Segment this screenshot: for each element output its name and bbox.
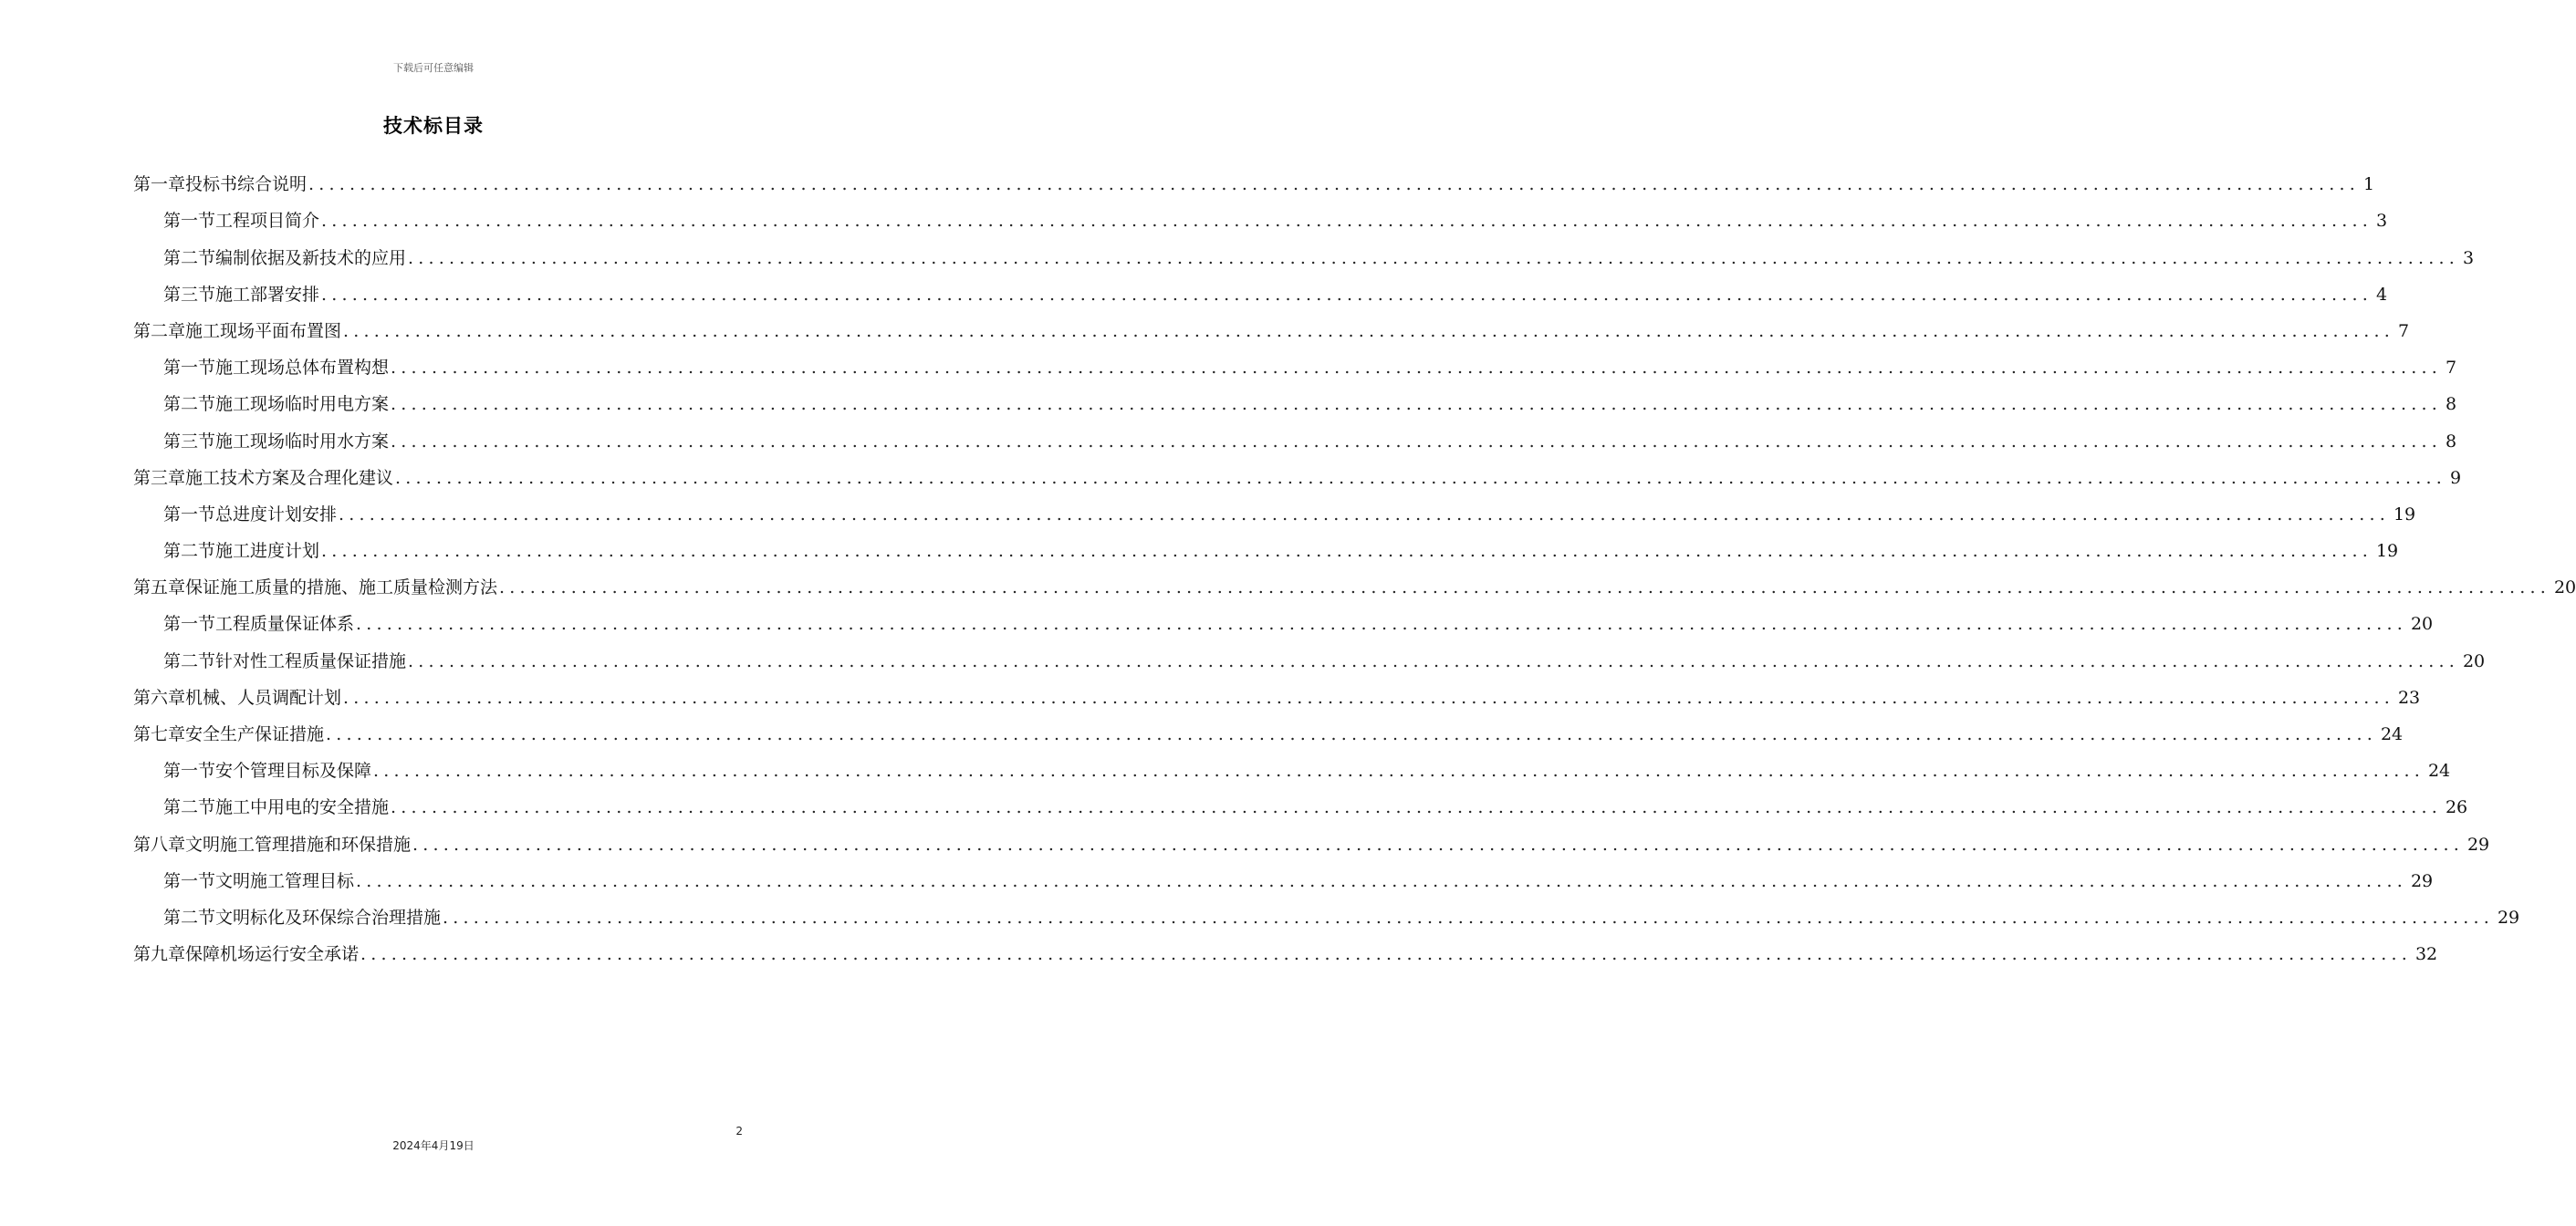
toc-dot-leader: ........................................................................................................................................................................................................ xyxy=(443,907,2494,928)
header-note: 下载后可任意编辑 xyxy=(393,62,474,74)
toc-entry-number: 第三章 xyxy=(133,467,186,488)
toc-entry-page: 20 xyxy=(2410,614,2434,635)
toc-entry-page: 19 xyxy=(2375,541,2399,562)
toc-entry-title: 投标书综合说明 xyxy=(185,174,308,195)
toc-dot-leader: ........................................................................................................................................................................................................ xyxy=(321,211,2373,232)
toc-entry-page: 29 xyxy=(2466,834,2490,855)
toc-entry[interactable] xyxy=(133,936,2438,972)
toc-entry-title: 针对性工程质量保证措施 xyxy=(215,650,407,671)
toc-entry-page: 23 xyxy=(2397,687,2421,708)
footer-date: 2024年4月19日 xyxy=(392,1139,475,1152)
toc-dot-leader: ........................................................................................................................................................................................................ xyxy=(356,614,2407,635)
toc-entry[interactable] xyxy=(133,863,2434,899)
toc-entry[interactable] xyxy=(133,716,2404,753)
toc-entry-title: 施工现场临时用水方案 xyxy=(215,431,390,452)
toc-dot-leader: ........................................................................................................................................................................................................ xyxy=(395,467,2446,488)
toc-entry[interactable] xyxy=(133,899,2520,936)
toc-dot-leader: ........................................................................................................................................................................................................ xyxy=(408,247,2459,268)
toc-entry[interactable] xyxy=(133,239,2475,275)
toc-entry-number: 第二节 xyxy=(163,541,216,562)
toc-entry[interactable] xyxy=(133,276,2388,313)
toc-dot-leader: ........................................................................................................................................................................................................ xyxy=(326,724,2377,744)
toc-entry-number: 第二章 xyxy=(133,320,186,341)
toc-dot-leader: ........................................................................................................................................................................................................ xyxy=(339,504,2390,525)
toc-entry-title: 保证施工质量的措施、施工质量检测方法 xyxy=(185,577,498,598)
toc-dot-leader: ........................................................................................................................................................................................................ xyxy=(412,834,2464,855)
toc-entry-title: 施工进度计划 xyxy=(215,541,320,562)
toc-dot-leader: ........................................................................................................................................................................................................ xyxy=(408,650,2459,671)
toc-entry[interactable] xyxy=(133,826,2490,862)
toc-entry-title: 保障机场运行安全承诺 xyxy=(185,944,360,965)
toc-entry-number: 第一章 xyxy=(133,174,186,195)
toc-dot-leader: ........................................................................................................................................................................................................ xyxy=(373,761,2425,782)
toc-entry-page: 4 xyxy=(2375,284,2388,305)
toc-entry-number: 第三节 xyxy=(163,431,216,452)
toc-entry-title: 工程质量保证体系 xyxy=(215,614,355,635)
toc-entry[interactable] xyxy=(133,203,2388,239)
toc-entry-title: 文明施工管理措施和环保措施 xyxy=(185,834,412,855)
toc-entry-number: 第九章 xyxy=(133,944,186,965)
page-number: 2 xyxy=(735,1125,743,1138)
toc-entry-page: 20 xyxy=(2462,650,2486,671)
toc-entry[interactable] xyxy=(133,533,2399,569)
toc-entry-number: 第二节 xyxy=(163,394,216,415)
toc-entry-title: 编制依据及新技术的应用 xyxy=(215,247,407,268)
toc-entry-title: 施工现场平面布置图 xyxy=(185,320,342,341)
toc-entry-page: 1 xyxy=(2362,174,2375,195)
toc-entry-title: 施工部署安排 xyxy=(215,284,320,305)
toc-dot-leader: ........................................................................................................................................................................................................ xyxy=(499,577,2550,598)
toc-entry-number: 第二节 xyxy=(163,247,216,268)
toc-entry-number: 第一节 xyxy=(163,504,216,525)
toc-entry[interactable] xyxy=(133,680,2421,716)
toc-entry-page: 9 xyxy=(2449,467,2462,488)
toc-entry[interactable] xyxy=(133,422,2457,459)
toc-entry-page: 26 xyxy=(2445,797,2468,818)
toc-entry[interactable] xyxy=(133,313,2410,349)
toc-entry-title: 施工现场临时用电方案 xyxy=(215,394,390,415)
toc-dot-leader: ........................................................................................................................................................................................................ xyxy=(391,431,2442,452)
toc-entry-page: 20 xyxy=(2553,577,2576,598)
toc-entry-page: 7 xyxy=(2445,358,2457,379)
toc-entry-page: 29 xyxy=(2497,907,2520,928)
toc-entry-number: 第一节 xyxy=(163,614,216,635)
toc-entry-title: 安个管理目标及保障 xyxy=(215,761,372,782)
toc-entry-page: 3 xyxy=(2462,247,2475,268)
toc-entry-page: 19 xyxy=(2393,504,2416,525)
toc-dot-leader: ........................................................................................................................................................................................................ xyxy=(308,174,2360,195)
toc-entry-number: 第二节 xyxy=(163,650,216,671)
toc-entry-title: 机械、人员调配计划 xyxy=(185,687,342,708)
toc-entry-page: 24 xyxy=(2427,761,2451,782)
toc-entry-number: 第一节 xyxy=(163,211,216,232)
toc-dot-leader: ........................................................................................................................................................................................................ xyxy=(391,394,2442,415)
toc-dot-leader: ........................................................................................................................................................................................................ xyxy=(356,870,2407,891)
toc-dot-leader: ........................................................................................................................................................................................................ xyxy=(391,797,2442,818)
toc-entry-page: 24 xyxy=(2380,724,2404,744)
toc-entry-number: 第一节 xyxy=(163,870,216,891)
toc-entry-page: 8 xyxy=(2445,431,2457,452)
toc-entry[interactable] xyxy=(133,642,2486,679)
toc-dot-leader: ........................................................................................................................................................................................................ xyxy=(343,687,2394,708)
page-title: 技术标目录 xyxy=(383,114,484,137)
toc-entry-number: 第二节 xyxy=(163,907,216,928)
toc-entry[interactable] xyxy=(133,386,2457,422)
toc-entry[interactable] xyxy=(133,349,2457,386)
toc-entry-title: 工程项目简介 xyxy=(215,211,320,232)
toc-entry-page: 7 xyxy=(2397,320,2410,341)
toc-entry[interactable] xyxy=(133,569,2576,606)
toc-entry-page: 29 xyxy=(2410,870,2434,891)
toc-dot-leader: ........................................................................................................................................................................................................ xyxy=(321,541,2373,562)
toc-entry[interactable] xyxy=(133,753,2451,789)
toc-entry-number: 第一节 xyxy=(163,358,216,379)
toc-dot-leader: ........................................................................................................................................................................................................ xyxy=(343,320,2394,341)
toc-entry-title: 施工现场总体布置构想 xyxy=(215,358,390,379)
toc-entry[interactable] xyxy=(133,606,2434,642)
toc-entry-title: 安全生产保证措施 xyxy=(185,724,325,744)
toc-entry-number: 第三节 xyxy=(163,284,216,305)
table-of-contents xyxy=(133,166,2576,972)
toc-dot-leader: ........................................................................................................................................................................................................ xyxy=(391,358,2442,379)
toc-entry[interactable] xyxy=(133,496,2416,533)
toc-entry-page: 8 xyxy=(2445,394,2457,415)
toc-entry[interactable] xyxy=(133,460,2462,496)
toc-entry-title: 文明标化及环保综合治理措施 xyxy=(215,907,442,928)
toc-entry-title: 施工技术方案及合理化建议 xyxy=(185,467,394,488)
toc-entry-title: 文明施工管理目标 xyxy=(215,870,355,891)
toc-entry[interactable] xyxy=(133,789,2468,826)
toc-entry-title: 施工中用电的安全措施 xyxy=(215,797,390,818)
toc-entry[interactable] xyxy=(133,166,2375,203)
toc-entry-title: 总进度计划安排 xyxy=(215,504,338,525)
toc-entry-page: 32 xyxy=(2414,944,2438,965)
toc-entry-number: 第六章 xyxy=(133,687,186,708)
toc-entry-page: 3 xyxy=(2375,211,2388,232)
toc-entry-number: 第八章 xyxy=(133,834,186,855)
toc-dot-leader: ........................................................................................................................................................................................................ xyxy=(360,944,2412,965)
toc-entry-number: 第一节 xyxy=(163,761,216,782)
toc-entry-number: 第七章 xyxy=(133,724,186,744)
toc-entry-number: 第二节 xyxy=(163,797,216,818)
toc-dot-leader: ........................................................................................................................................................................................................ xyxy=(321,284,2373,305)
toc-entry-number: 第五章 xyxy=(133,577,186,598)
